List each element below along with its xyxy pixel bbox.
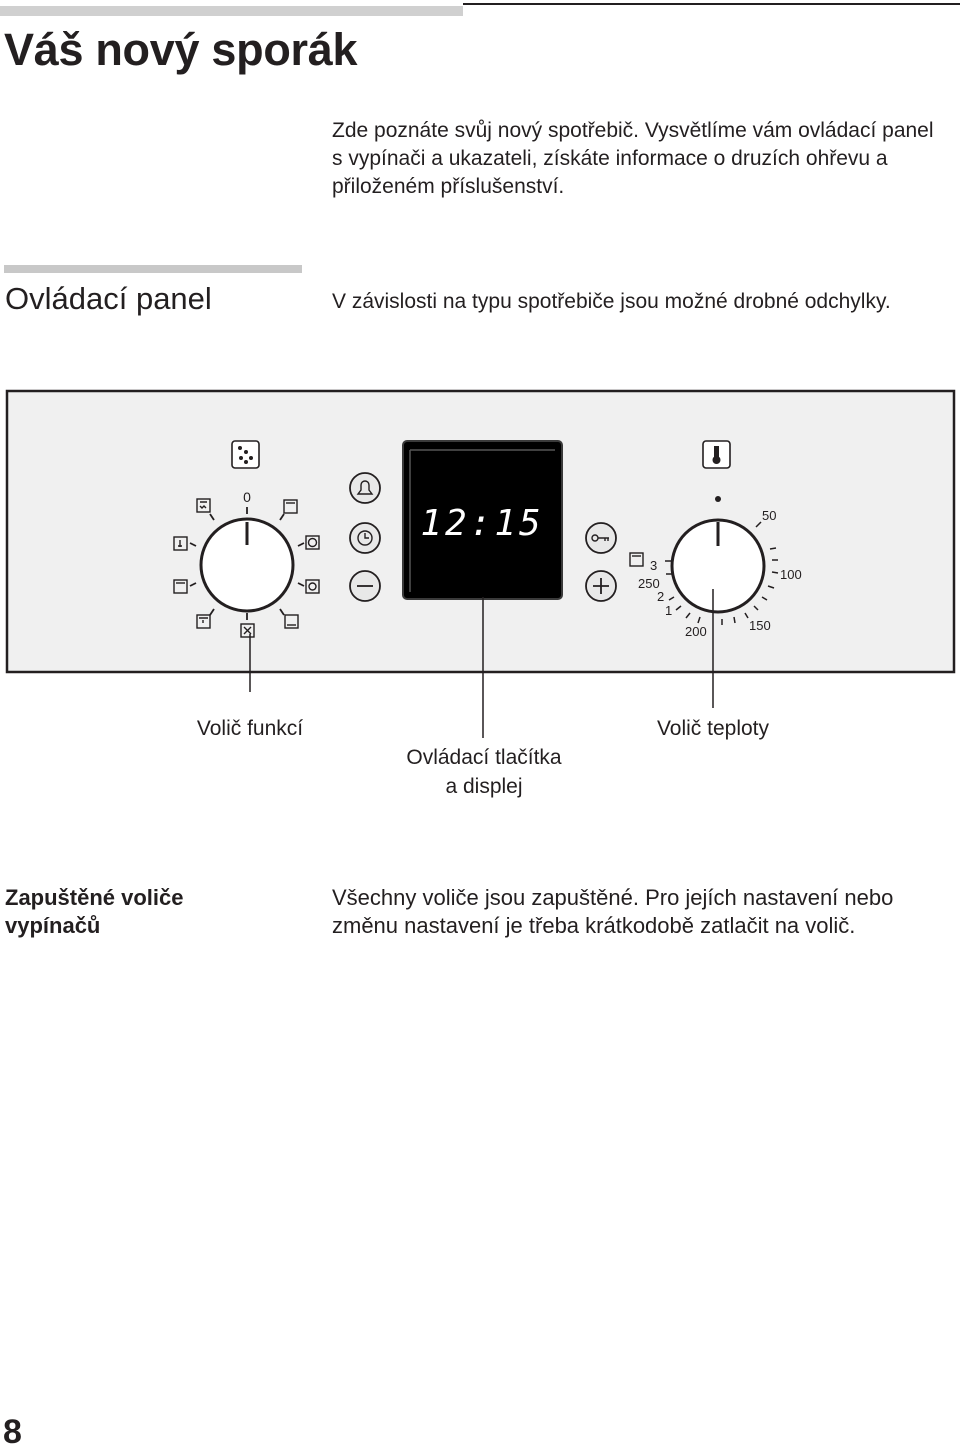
recessed-label — [5, 884, 305, 940]
temp-mark-3: 3 — [650, 558, 658, 573]
function-dial[interactable] — [201, 519, 293, 611]
temp-mark-100: 100 — [780, 567, 802, 582]
function-dial-zero-label: 0 — [243, 489, 251, 505]
fan-dots-icon — [232, 441, 259, 468]
section-note: V závislosti na typu spotřebiče jsou možné drobné odchylky. — [332, 290, 891, 313]
top-rule — [463, 3, 960, 5]
temp-mark-50: 50 — [762, 508, 777, 523]
label-function-selector: Volič funkcí — [196, 717, 304, 740]
minus-button[interactable] — [350, 571, 380, 601]
temp-mark-2: 2 — [657, 589, 665, 604]
clock-button[interactable] — [350, 523, 380, 553]
section-title: Ovládací panel — [5, 281, 212, 316]
bell-button[interactable] — [350, 473, 380, 503]
top-grey-bar — [0, 6, 463, 16]
key-button[interactable] — [586, 523, 616, 553]
temp-mark-150: 150 — [749, 618, 771, 633]
display-time: 12:15 — [420, 503, 544, 544]
recessed-label-line1: Zapuštěné voliče — [5, 885, 184, 910]
temp-mark-250: 250 — [638, 576, 660, 591]
page-number: 8 — [3, 1413, 22, 1451]
thermometer-icon — [703, 441, 730, 468]
temp-mark-1: 1 — [665, 603, 673, 618]
intro-paragraph: Zde poznáte svůj nový spotřebič. Vysvětlíme vám ovládací panel s vypínači a ukazateli, získáte informace o druzích ohřevu a přiloženém příslušenství. — [332, 119, 934, 198]
temperature-dial[interactable] — [672, 520, 764, 612]
label-temperature-selector: Volič teploty — [656, 717, 770, 740]
oven-display — [403, 441, 562, 599]
plus-button[interactable] — [586, 571, 616, 601]
temp-mark-200: 200 — [685, 624, 707, 639]
recessed-label-line2: vypínačů — [5, 913, 101, 938]
recessed-text: Všechny voliče jsou zapuštěné. Pro jejích nastavení nebo změnu nastavení je třeba krátkodobě zatlačit na volič. — [332, 885, 894, 938]
page-title: Váš nový sporák — [4, 24, 358, 75]
temperature-dial-dot — [715, 496, 721, 502]
section-bar — [4, 265, 302, 273]
label-controls-line1: Ovládací tlačítka — [406, 746, 562, 769]
label-controls-line2: a displej — [445, 775, 523, 798]
